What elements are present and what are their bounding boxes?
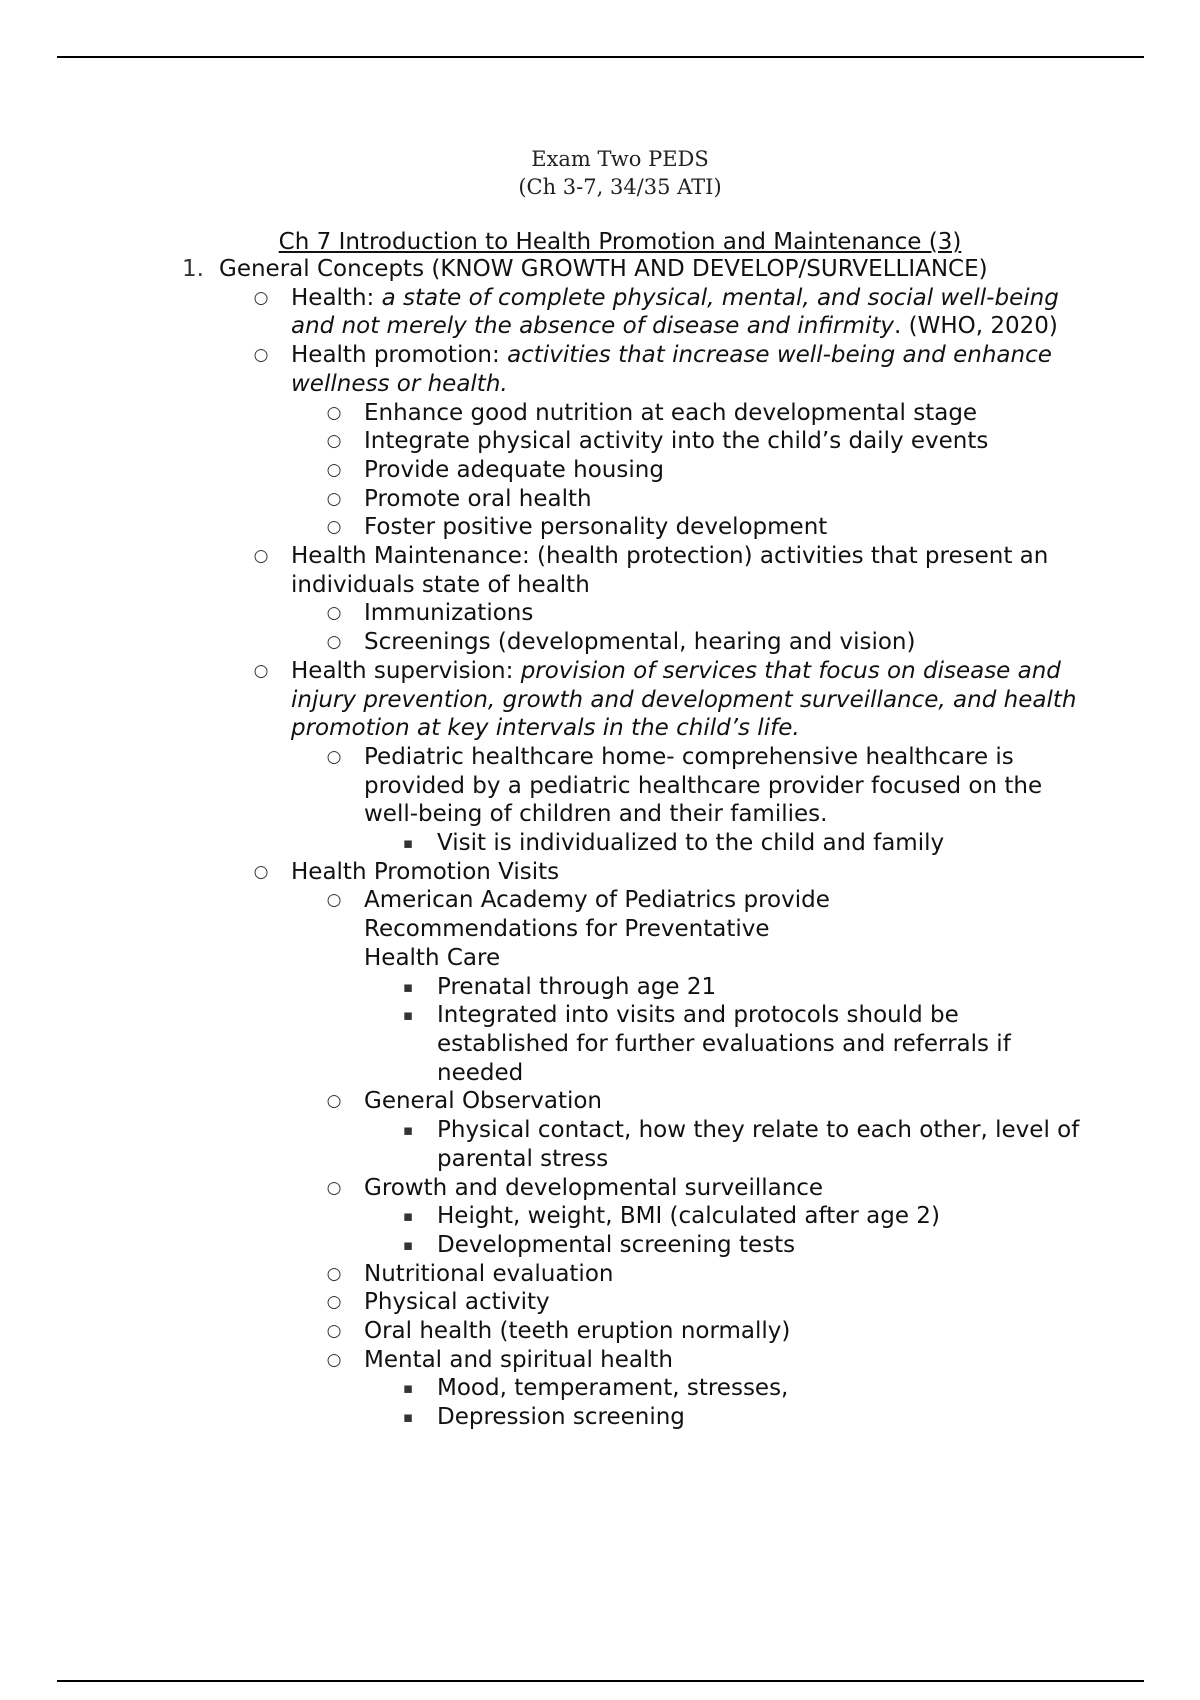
list-item: ○ Promote oral health: [0, 485, 1200, 514]
circle-bullet-icon: ○: [326, 1292, 342, 1313]
document-header: [0, 145, 1200, 201]
document-subtitle: (Ch 3-7, 34/35 ATI): [518, 175, 722, 199]
square-bullet-icon: ▪: [402, 1235, 414, 1254]
circle-bullet-icon: ○: [326, 1177, 342, 1198]
chapter-heading: Ch 7 Introduction to Health Promotion and Maintenance (3): [278, 229, 962, 255]
list-item: ○ Screenings (developmental, hearing and vision): [0, 628, 1200, 657]
circle-bullet-icon: ○: [253, 861, 269, 882]
square-bullet-icon: ▪: [402, 834, 414, 853]
list-item-health: ○ Health: a state of complete physical, mental, and social well-being and not merely the absence of disease and infirmity. (WHO, 2020): [0, 284, 1200, 341]
list-item-health-promotion-visits: ○ Health Promotion Visits: [0, 858, 1200, 887]
circle-bullet-icon: ○: [326, 890, 342, 911]
square-bullet-icon: ▪: [402, 1379, 414, 1398]
list-item: ▪ Integrated into visits and protocols should be established for further evaluations and referrals if needed: [0, 1001, 1200, 1087]
circle-bullet-icon: ○: [326, 488, 342, 509]
list-item-health-supervision: ○ Health supervision: provision of services that focus on disease and injury prevention, growth and development surveillance, and health promotion at key intervals in the child’s life.: [0, 657, 1200, 743]
list-item: ○ American Academy of Pediatrics provide Recommendations for Preventative Health Care: [0, 886, 1200, 972]
list-item: ○ Provide adequate housing: [0, 456, 1200, 485]
list-item: ○ Nutritional evaluation: [0, 1260, 1200, 1289]
list-item: ○ Integrate physical activity into the child’s daily events: [0, 427, 1200, 456]
square-bullet-icon: ▪: [402, 1121, 414, 1140]
list-item: ▪ Prenatal through age 21: [0, 973, 1200, 1002]
list-item: ○ Foster positive personality development: [0, 513, 1200, 542]
list-item-health-promotion: ○ Health promotion: activities that increase well-being and enhance wellness or health.: [0, 341, 1200, 398]
circle-bullet-icon: ○: [326, 402, 342, 423]
circle-bullet-icon: ○: [326, 1349, 342, 1370]
list-item: ○ Physical activity: [0, 1288, 1200, 1317]
circle-bullet-icon: ○: [253, 287, 269, 308]
circle-bullet-icon: ○: [326, 746, 342, 767]
circle-bullet-icon: ○: [326, 1091, 342, 1112]
outline-item-general-concepts: 1. General Concepts (KNOW GROWTH AND DEVELOP/SURVELLIANCE): [182, 256, 988, 282]
square-bullet-icon: ▪: [402, 977, 414, 996]
top-rule: [57, 56, 1144, 58]
list-item: ○ General Observation: [0, 1087, 1200, 1116]
list-item: ▪ Visit is individualized to the child and family: [0, 829, 1200, 858]
number-marker: 1.: [182, 256, 204, 282]
list-item: ▪ Mood, temperament, stresses,: [0, 1374, 1200, 1403]
circle-bullet-icon: ○: [326, 1263, 342, 1284]
list-item: ▪ Physical contact, how they relate to each other, level of parental stress: [0, 1116, 1200, 1173]
circle-bullet-icon: ○: [326, 517, 342, 538]
list-item-health-maintenance: ○ Health Maintenance: (health protection) activities that present an individuals state of health: [0, 542, 1200, 599]
list-item: ○ Enhance good nutrition at each developmental stage: [0, 399, 1200, 428]
list-item: ○ Pediatric healthcare home- comprehensive healthcare is provided by a pediatric healthcare provider focused on the well-being of children and their families.: [0, 743, 1200, 829]
circle-bullet-icon: ○: [253, 546, 269, 567]
list-item: ○ Growth and developmental surveillance: [0, 1174, 1200, 1203]
circle-bullet-icon: ○: [326, 1321, 342, 1342]
square-bullet-icon: ▪: [402, 1207, 414, 1226]
document-title: Exam Two PEDS: [531, 147, 709, 171]
circle-bullet-icon: ○: [326, 459, 342, 480]
list-item: ○ Mental and spiritual health: [0, 1346, 1200, 1375]
list-item: ▪ Developmental screening tests: [0, 1231, 1200, 1260]
list-item: ▪ Depression screening: [0, 1403, 1200, 1432]
circle-bullet-icon: ○: [326, 431, 342, 452]
bottom-rule: [57, 1680, 1144, 1682]
circle-bullet-icon: ○: [326, 603, 342, 624]
square-bullet-icon: ▪: [402, 1006, 414, 1025]
circle-bullet-icon: ○: [326, 632, 342, 653]
list-item: ○ Oral health (teeth eruption normally): [0, 1317, 1200, 1346]
square-bullet-icon: ▪: [402, 1408, 414, 1427]
outline-list: [0, 255, 1200, 1432]
list-item: ○ Immunizations: [0, 599, 1200, 628]
circle-bullet-icon: ○: [253, 660, 269, 681]
list-item: ▪ Height, weight, BMI (calculated after age 2): [0, 1202, 1200, 1231]
circle-bullet-icon: ○: [253, 345, 269, 366]
